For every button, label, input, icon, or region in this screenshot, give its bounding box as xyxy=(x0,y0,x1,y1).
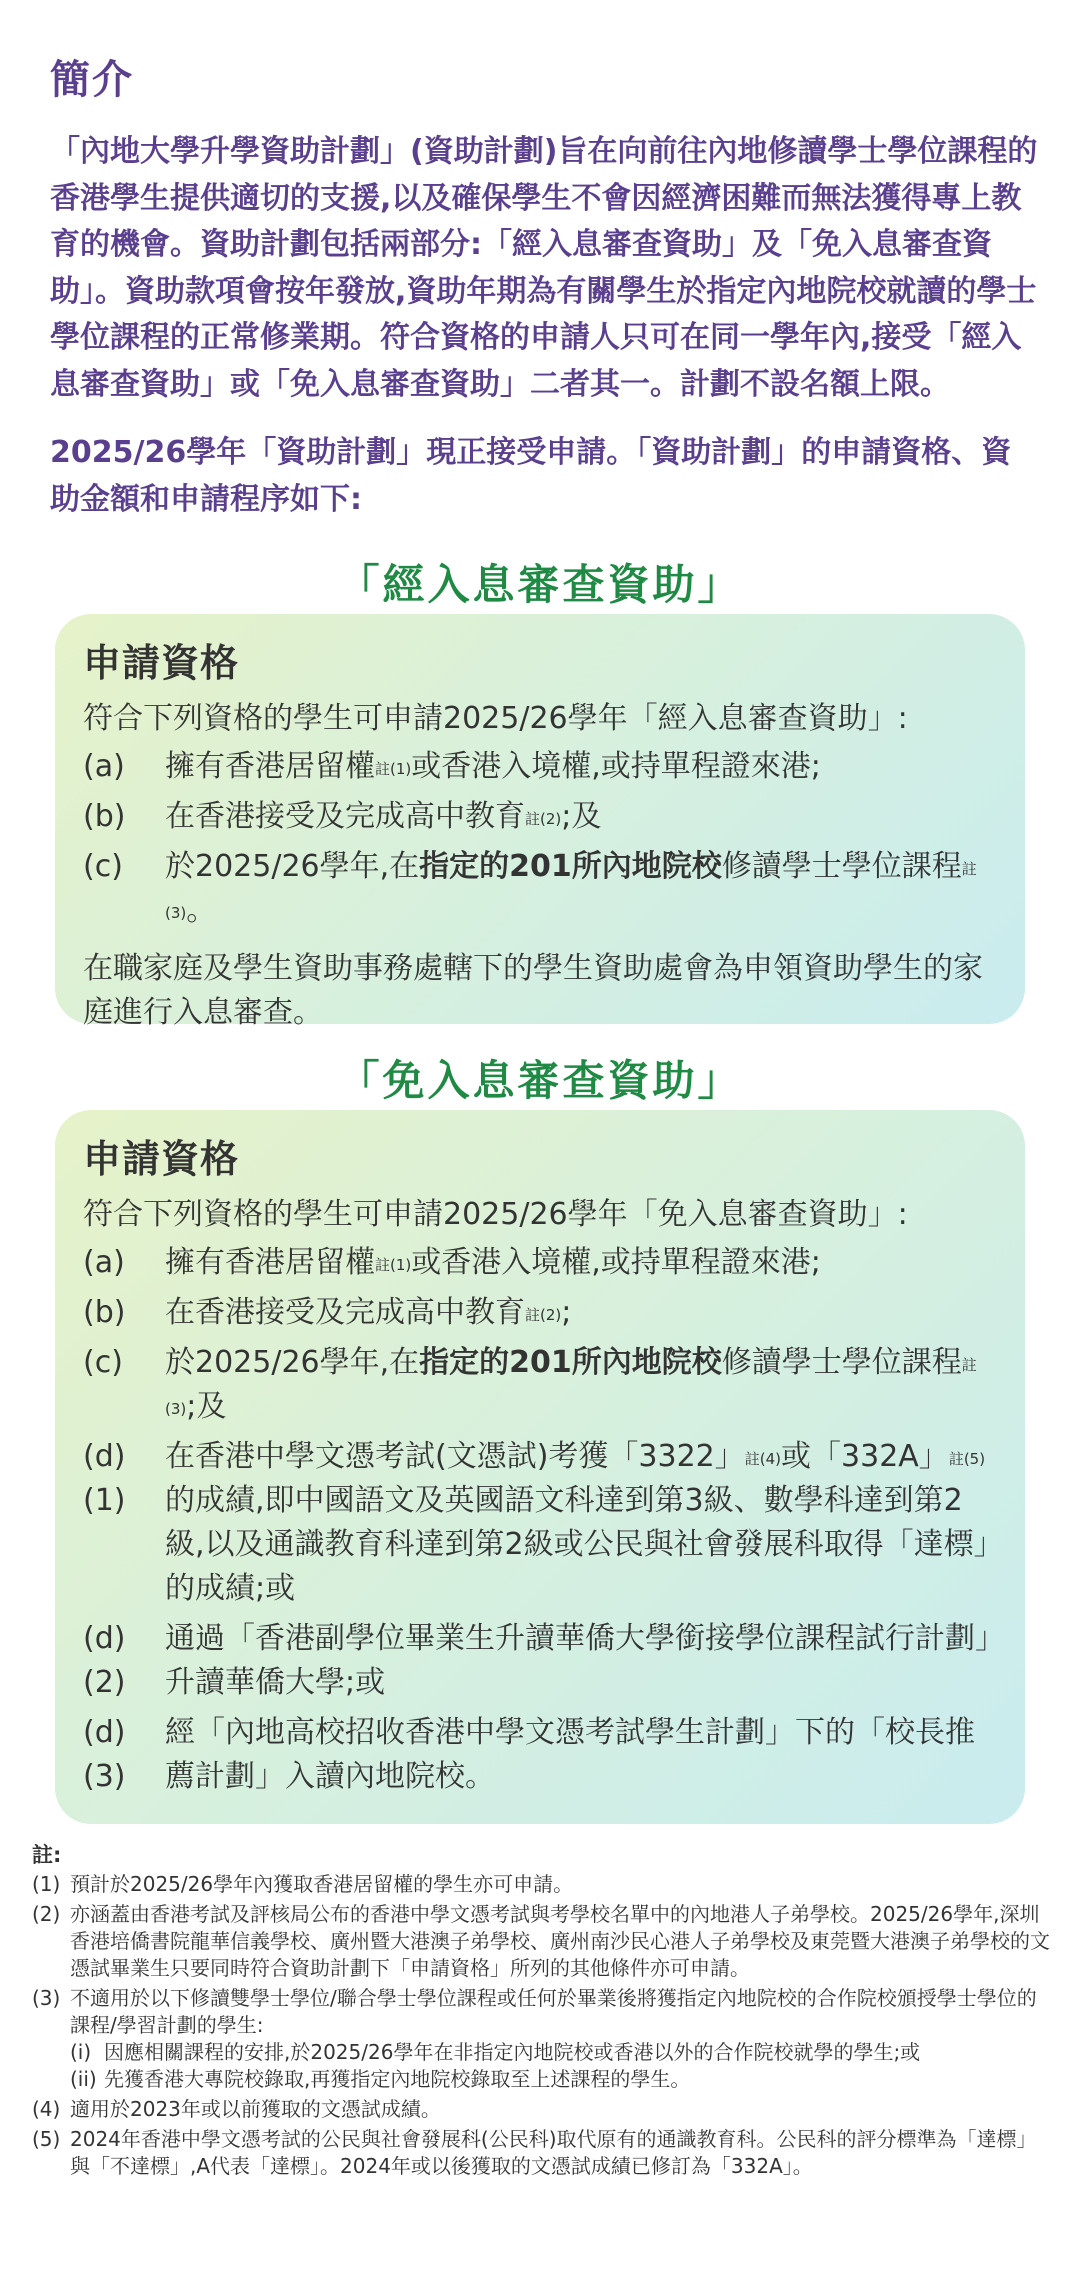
footnote-3: (3) 不適用於以下修讀雙學士學位/聯合學士學位課程或任何於畢業後將獲指定內地院校的合作院校頒授學士學位的課程/學習計劃的學生: (i) 因應相關課程的安排,於2025/26學年在非指定內地院校或香港以外的合作院校就學的學生;或 (ii) 先獲香港大專院校錄取,再獲指定內地院校錄取至上述課程的學生。 xyxy=(32,1985,1052,2093)
means-tested-item-b: (b) 在香港接受及完成高中教育$^{註(2)}$;及 xyxy=(83,799,602,834)
non-means-tested-item-c: (c) 於2025/26學年,在指定的201所內地院校修讀學士學位課程$^{註(3)}$;及 xyxy=(83,1345,977,1424)
non-means-tested-item-b: (b) 在香港接受及完成高中教育$^{註(2)}$; xyxy=(83,1295,572,1330)
means-tested-eligibility-heading: 申請資格 xyxy=(83,641,240,685)
footnote-3-i: (i) 因應相關課程的安排,於2025/26學年在非指定內地院校或香港以外的合作院校就學的學生;或 xyxy=(70,2040,921,2064)
intro-paragraph-2: 2025/26學年「資助計劃」現正接受申請。「資助計劃」的申請資格、資助金額和申請程序如下: xyxy=(50,435,1012,517)
non-means-tested-title: 「免入息審查資助」 xyxy=(337,1056,743,1105)
footnotes-heading: 註: xyxy=(32,1843,62,1867)
footnote-5: (5) 2024年香港中學文憑考試的公民與社會發展科(公民科)取代原有的通識教育科。公民科的評分標準為「達標」與「不達標」,A代表「達標」。2024年或以後獲取的文憑試成績已修訂為「332A」。 xyxy=(32,2127,1037,2178)
intro-section xyxy=(50,48,1040,523)
footnote-1: (1) 預計於2025/26學年內獲取香港居留權的學生亦可申請。 xyxy=(32,1872,574,1896)
note-ref: 註(1) xyxy=(375,1256,412,1274)
footnote-2: (2) 亦涵蓋由香港考試及評核局公布的香港中學文憑考試與考學校名單中的內地港人子弟學校。2025/26學年,深圳香港培僑書院龍華信義學校、廣州暨大港澳子弟學校、廣州南沙民心港人子弟學校及東莞暨大港澳子弟學校的文憑試畢業生只要同時符合資助計劃下「申請資格」所列的其他條件亦可申請。 xyxy=(32,1902,1050,1980)
non-means-tested-item-d3: (d)(3) 經「內地高校招收香港中學文憑考試學生計劃」下的「校長推薦計劃」入讀內地院校。 xyxy=(83,1715,975,1794)
non-means-tested-eligibility-heading: 申請資格 xyxy=(83,1137,240,1181)
footnotes xyxy=(32,1842,1052,2183)
note-ref: 註(2) xyxy=(525,1306,562,1324)
note-ref: 註(1) xyxy=(375,760,412,778)
note-ref: 註(3) xyxy=(165,1356,977,1418)
means-tested-title: 「經入息審查資助」 xyxy=(337,560,743,609)
note-ref: 註(4) xyxy=(744,1450,782,1468)
footnote-3-ii: (ii) 先獲香港大專院校錄取,再獲指定內地院校錄取至上述課程的學生。 xyxy=(70,2067,691,2091)
non-means-tested-item-d2: (d)(2) 通過「香港副學位畢業生升讀華僑大學銜接學位課程試行計劃」升讀華僑大學;或 xyxy=(83,1621,990,1700)
note-ref: 註(3) xyxy=(165,860,977,922)
non-means-tested-card xyxy=(55,1110,1025,1824)
means-tested-card xyxy=(55,614,1025,1030)
intro-paragraph-1: 「內地大學升學資助計劃」(資助計劃)旨在向前往內地修讀學士學位課程的香港學生提供適切的支援,以及確保學生不會因經濟困難而無法獲得專上教育的機會。資助計劃包括兩部分:「經入息審查資助」及「免入息審查資助」。資助款項會按年發放,資助年期為有關學生於指定內地院校就讀的學士學位課程的正常修業期。符合資格的申請人只可在同一學年內,接受「經入息審查資助」或「免入息審查資助」二者其一。計劃不設名額上限。 xyxy=(50,134,1038,402)
non-means-tested-item-a: (a) 擁有香港居留權$^{註(1)}$或香港入境權,或持單程證來港; xyxy=(83,1245,821,1280)
means-tested-lead: 符合下列資格的學生可申請2025/26學年「經入息審查資助」: xyxy=(83,701,908,736)
non-means-tested-item-d1: (d)(1) 在香港中學文憑考試(文憑試)考獲「3322」$^{註(4)}$或「332A」$^{註(5)}$的成績,即中國語文及英國語文科達到第3級、數學科達到第2級,以及通識教育科達到第2級或公民與社會發展科取得「達標」的成績;或 xyxy=(83,1439,989,1606)
non-means-tested-lead: 符合下列資格的學生可申請2025/26學年「免入息審查資助」: xyxy=(83,1197,908,1232)
means-tested-item-c: (c) 於2025/26學年,在指定的201所內地院校修讀學士學位課程$^{註(3)}$。 xyxy=(83,849,977,928)
note-ref: 註(5) xyxy=(948,1450,986,1468)
intro-title: 簡介 xyxy=(50,57,134,103)
means-tested-item-a: (a) 擁有香港居留權$^{註(1)}$或香港入境權,或持單程證來港; xyxy=(83,749,821,784)
note-ref: 註(2) xyxy=(525,810,562,828)
footnote-4: (4) 適用於2023年或以前獲取的文憑試成績。 xyxy=(32,2097,441,2121)
means-tested-tail: 在職家庭及學生資助事務處轄下的學生資助處會為申領資助學生的家庭進行入息審查。 xyxy=(83,951,983,1030)
